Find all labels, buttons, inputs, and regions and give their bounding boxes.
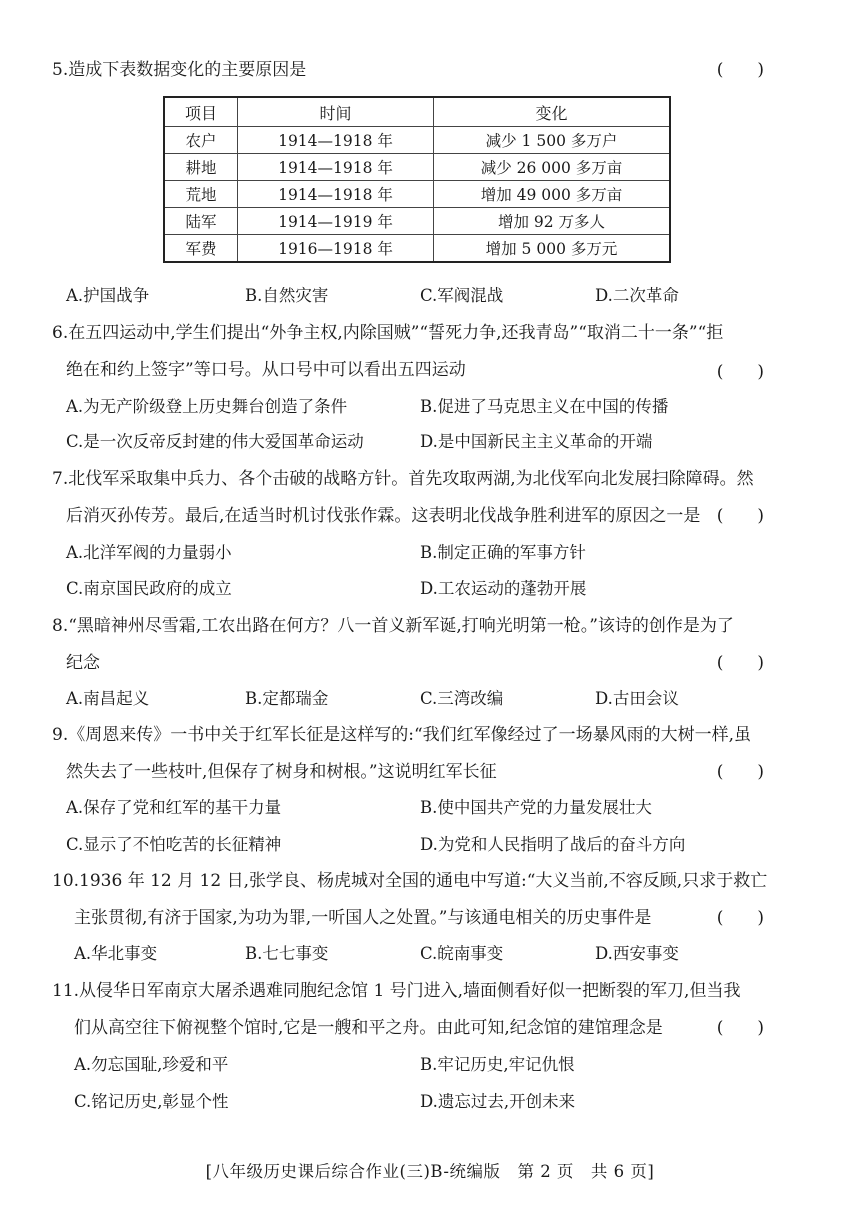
q6-answer-paren: ( )	[716, 362, 764, 382]
table-cell: 陆军	[164, 208, 238, 235]
table-cell: 军费	[164, 235, 238, 263]
q9-stem-line2: 然失去了一些枝叶,但保存了树身和树根。”这说明红军长征	[66, 762, 497, 782]
q11-option-a: A.勿忘国耻,珍爱和平	[74, 1055, 229, 1074]
table-cell: 农户	[164, 127, 238, 154]
q5-answer-paren: ( )	[716, 60, 764, 80]
q8-stem-line1: 8.“黑暗神州尽雪霜,工农出路在何方？八一首义新军诞,打响光明第一枪。”该诗的创作是为了	[52, 616, 734, 636]
table-header-row	[164, 97, 670, 127]
q5-stem: 5.造成下表数据变化的主要原因是	[52, 60, 307, 80]
q8-answer-paren: ( )	[716, 653, 764, 673]
q9-option-a: A.保存了党和红军的基干力量	[66, 798, 282, 817]
q9-option-b: B.使中国共产党的力量发展壮大	[420, 798, 652, 817]
table-cell: 增加 5 000 多万元	[434, 235, 671, 263]
q6-option-a: A.为无产阶级登上历史舞台创造了条件	[66, 397, 348, 416]
table-row	[164, 154, 670, 181]
q7-option-a: A.北洋军阀的力量弱小	[66, 543, 232, 562]
q7-option-d: D.工农运动的蓬勃开展	[420, 579, 587, 598]
q5-option-c: C.军阀混战	[420, 286, 504, 305]
table-cell: 减少 26 000 多万亩	[434, 154, 671, 181]
q7-stem-line2: 后消灭孙传芳。最后,在适当时机讨伐张作霖。这表明北伐战争胜利进军的原因之一是	[66, 506, 701, 526]
q7-option-c: C.南京国民政府的成立	[66, 579, 232, 598]
q7-option-b: B.制定正确的军事方针	[420, 543, 586, 562]
q11-option-d: D.遗忘过去,开创未来	[420, 1092, 576, 1111]
q10-option-a: A.华北事变	[74, 944, 158, 963]
table-header-cell: 项目	[164, 97, 238, 127]
table-row	[164, 181, 670, 208]
q8-option-b: B.定都瑞金	[245, 689, 329, 708]
q6-stem-line2: 绝在和约上签字”等口号。从口号中可以看出五四运动	[66, 360, 466, 380]
q10-stem-line1: 10.1936 年 12 月 12 日,张学良、杨虎城对全国的通电中写道:“大义当前,不容反顾,只求于救亡	[52, 871, 768, 891]
q6-option-c: C.是一次反帝反封建的伟大爱国革命运动	[66, 432, 364, 451]
q6-option-b: B.促进了马克思主义在中国的传播	[420, 397, 669, 416]
q7-answer-paren: ( )	[716, 506, 764, 526]
table-cell: 1914—1919 年	[238, 208, 434, 235]
q10-option-d: D.西安事变	[595, 944, 679, 963]
table-cell: 增加 49 000 多万亩	[434, 181, 671, 208]
table-row	[164, 235, 670, 263]
q9-stem-line1: 9.《周恩来传》一书中关于红军长征是这样写的:“我们红军像经过了一场暴风雨的大树一样,虽	[52, 725, 752, 745]
q5-option-a: A.护国战争	[66, 286, 150, 305]
q11-option-c: C.铭记历史,彰显个性	[74, 1092, 229, 1111]
q11-stem-line2: 们从高空往下俯视整个馆时,它是一艘和平之舟。由此可知,纪念馆的建馆理念是	[74, 1018, 663, 1038]
q7-stem-line1: 7.北伐军采取集中兵力、各个击破的战略方针。首先攻取两湖,为北伐军向北发展扫除障碍。然	[52, 469, 754, 489]
table-header-cell: 时间	[238, 97, 434, 127]
q11-stem-line1: 11.从侵华日军南京大屠杀遇难同胞纪念馆 1 号门进入,墙面侧看好似一把断裂的军刀,但当我	[52, 981, 741, 1001]
table-cell: 减少 1 500 多万户	[434, 127, 671, 154]
table-cell: 增加 92 万多人	[434, 208, 671, 235]
table-cell: 1914—1918 年	[238, 127, 434, 154]
q5-option-b: B.自然灾害	[245, 286, 329, 305]
q10-answer-paren: ( )	[716, 908, 764, 928]
q10-option-c: C.皖南事变	[420, 944, 504, 963]
q5-data-table	[163, 96, 671, 263]
q8-option-a: A.南昌起义	[66, 689, 150, 708]
q9-option-d: D.为党和人民指明了战后的奋斗方向	[420, 835, 686, 854]
q10-option-b: B.七七事变	[245, 944, 329, 963]
q5-option-d: D.二次革命	[595, 286, 679, 305]
q6-option-d: D.是中国新民主主义革命的开端	[420, 432, 653, 451]
table-cell: 1914—1918 年	[238, 154, 434, 181]
q9-answer-paren: ( )	[716, 762, 764, 782]
table-cell: 1914—1918 年	[238, 181, 434, 208]
table-row	[164, 127, 670, 154]
q11-answer-paren: ( )	[716, 1018, 764, 1038]
q6-stem-line1: 6.在五四运动中,学生们提出“外争主权,内除国贼”“誓死力争,还我青岛”“取消二十一条”“拒	[52, 323, 724, 343]
table-cell: 荒地	[164, 181, 238, 208]
table-row	[164, 208, 670, 235]
q11-option-b: B.牢记历史,牢记仇恨	[420, 1055, 575, 1074]
q10-stem-line2: 主张贯彻,有济于国家,为功为罪,一听国人之处置。”与该通电相关的历史事件是	[74, 908, 652, 928]
q8-option-c: C.三湾改编	[420, 689, 504, 708]
table-header-cell: 变化	[434, 97, 671, 127]
q8-stem-line2: 纪念	[66, 653, 100, 673]
page-footer: [八年级历史课后综合作业(三)B-统编版 第 2 页 共 6 页]	[205, 1162, 655, 1181]
q8-option-d: D.古田会议	[595, 689, 679, 708]
q9-option-c: C.显示了不怕吃苦的长征精神	[66, 835, 282, 854]
table-cell: 耕地	[164, 154, 238, 181]
table-cell: 1916—1918 年	[238, 235, 434, 263]
